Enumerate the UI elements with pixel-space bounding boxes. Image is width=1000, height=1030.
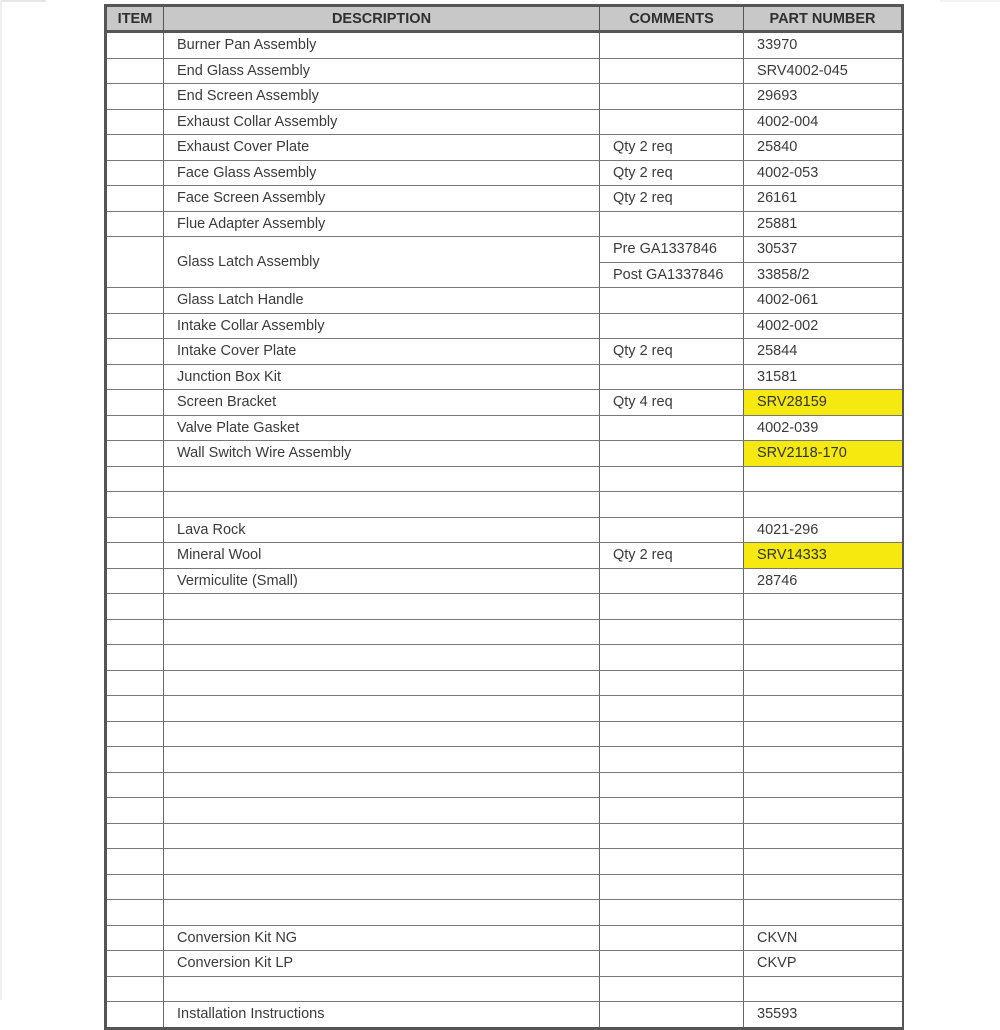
part-number-cell: 4021-296	[744, 517, 903, 543]
parts-table-body	[106, 32, 903, 1029]
comments-cell	[600, 109, 744, 135]
item-cell	[106, 798, 164, 824]
item-cell	[106, 109, 164, 135]
table-row	[106, 721, 903, 747]
table-row	[106, 772, 903, 798]
part-number-cell: 25881	[744, 211, 903, 237]
part-number-cell: 4002-053	[744, 160, 903, 186]
part-number-cell: 25844	[744, 339, 903, 365]
item-cell	[106, 696, 164, 722]
comments-cell: Qty 4 req	[600, 390, 744, 416]
description-cell: Intake Cover Plate	[164, 339, 600, 365]
part-number-cell	[744, 696, 903, 722]
comments-cell	[600, 441, 744, 467]
comments-cell	[600, 58, 744, 84]
item-cell	[106, 466, 164, 492]
item-cell	[106, 364, 164, 390]
description-cell	[164, 874, 600, 900]
comments-cell	[600, 313, 744, 339]
description-cell: Installation Instructions	[164, 1002, 600, 1029]
table-row	[106, 211, 903, 237]
table-row	[106, 849, 903, 875]
description-cell	[164, 670, 600, 696]
table-row	[106, 900, 903, 926]
part-number-cell: 33970	[744, 32, 903, 59]
part-number-cell	[744, 594, 903, 620]
table-row	[106, 492, 903, 518]
comments-cell	[600, 976, 744, 1002]
part-number-cell: 4002-002	[744, 313, 903, 339]
item-cell	[106, 160, 164, 186]
description-cell	[164, 721, 600, 747]
description-cell	[164, 849, 600, 875]
description-cell: Face Screen Assembly	[164, 186, 600, 212]
description-cell	[164, 619, 600, 645]
item-cell	[106, 186, 164, 212]
part-number-cell	[744, 721, 903, 747]
comments-cell	[600, 849, 744, 875]
comments-cell: Qty 2 req	[600, 543, 744, 569]
table-row	[106, 568, 903, 594]
part-number-cell	[744, 823, 903, 849]
item-cell	[106, 874, 164, 900]
page-edge-top	[0, 0, 46, 2]
part-number-cell: 28746	[744, 568, 903, 594]
table-row	[106, 874, 903, 900]
description-cell: Mineral Wool	[164, 543, 600, 569]
description-cell	[164, 594, 600, 620]
description-cell: Vermiculite (Small)	[164, 568, 600, 594]
description-cell	[164, 976, 600, 1002]
comments-cell	[600, 84, 744, 110]
description-cell	[164, 747, 600, 773]
item-cell	[106, 951, 164, 977]
description-cell: End Glass Assembly	[164, 58, 600, 84]
table-row	[106, 976, 903, 1002]
part-number-cell: 29693	[744, 84, 903, 110]
description-cell	[164, 900, 600, 926]
item-cell	[106, 543, 164, 569]
part-number-cell	[744, 466, 903, 492]
table-row	[106, 543, 903, 569]
comments-cell	[600, 466, 744, 492]
comments-cell: Qty 2 req	[600, 339, 744, 365]
part-number-cell: 33858/2	[744, 262, 903, 288]
header-description: DESCRIPTION	[164, 6, 600, 32]
page-edge-left	[0, 0, 2, 1000]
part-number-cell	[744, 798, 903, 824]
comments-cell	[600, 594, 744, 620]
item-cell	[106, 747, 164, 773]
part-number-cell	[744, 670, 903, 696]
comments-cell	[600, 951, 744, 977]
comments-cell: Qty 2 req	[600, 186, 744, 212]
comments-cell	[600, 925, 744, 951]
comments-cell	[600, 288, 744, 314]
part-number-cell-highlighted: SRV28159	[744, 390, 903, 416]
part-number-cell: 30537	[744, 237, 903, 263]
table-row	[106, 415, 903, 441]
table-row	[106, 186, 903, 212]
description-cell	[164, 492, 600, 518]
description-cell	[164, 696, 600, 722]
comments-cell	[600, 1002, 744, 1029]
table-row	[106, 747, 903, 773]
comments-cell	[600, 517, 744, 543]
part-number-cell	[744, 976, 903, 1002]
comments-cell	[600, 211, 744, 237]
comments-cell: Post GA1337846	[600, 262, 744, 288]
table-row	[106, 1002, 903, 1029]
item-cell	[106, 492, 164, 518]
table-row	[106, 823, 903, 849]
comments-cell	[600, 696, 744, 722]
description-cell: End Screen Assembly	[164, 84, 600, 110]
table-row	[106, 517, 903, 543]
comments-cell	[600, 721, 744, 747]
description-cell: Glass Latch Assembly	[164, 237, 600, 288]
table-row	[106, 109, 903, 135]
part-number-cell: 4002-061	[744, 288, 903, 314]
table-row	[106, 364, 903, 390]
part-number-cell: CKVP	[744, 951, 903, 977]
table-row	[106, 84, 903, 110]
part-number-cell	[744, 619, 903, 645]
comments-cell	[600, 619, 744, 645]
part-number-cell	[744, 747, 903, 773]
comments-cell	[600, 645, 744, 671]
table-row	[106, 466, 903, 492]
part-number-cell: 4002-039	[744, 415, 903, 441]
parts-table-header	[106, 6, 903, 32]
comments-cell	[600, 32, 744, 59]
part-number-cell: 31581	[744, 364, 903, 390]
table-row	[106, 313, 903, 339]
header-comments: COMMENTS	[600, 6, 744, 32]
table-row	[106, 160, 903, 186]
table-row	[106, 135, 903, 161]
description-cell: Lava Rock	[164, 517, 600, 543]
description-cell: Flue Adapter Assembly	[164, 211, 600, 237]
item-cell	[106, 517, 164, 543]
item-cell	[106, 925, 164, 951]
table-row	[106, 696, 903, 722]
item-cell	[106, 32, 164, 59]
table-row	[106, 58, 903, 84]
part-number-cell: 26161	[744, 186, 903, 212]
item-cell	[106, 900, 164, 926]
table-row	[106, 594, 903, 620]
part-number-cell	[744, 645, 903, 671]
description-cell: Conversion Kit LP	[164, 951, 600, 977]
part-number-cell	[744, 772, 903, 798]
description-cell: Junction Box Kit	[164, 364, 600, 390]
parts-list-table	[104, 4, 904, 1030]
description-cell: Intake Collar Assembly	[164, 313, 600, 339]
item-cell	[106, 594, 164, 620]
description-cell: Face Glass Assembly	[164, 160, 600, 186]
description-cell: Valve Plate Gasket	[164, 415, 600, 441]
description-cell: Glass Latch Handle	[164, 288, 600, 314]
item-cell	[106, 976, 164, 1002]
description-cell	[164, 466, 600, 492]
table-row	[106, 339, 903, 365]
part-number-cell: 35593	[744, 1002, 903, 1029]
part-number-cell	[744, 874, 903, 900]
comments-cell	[600, 747, 744, 773]
item-cell	[106, 568, 164, 594]
item-cell	[106, 135, 164, 161]
comments-cell	[600, 670, 744, 696]
item-cell	[106, 441, 164, 467]
item-cell	[106, 288, 164, 314]
item-cell	[106, 849, 164, 875]
description-cell: Exhaust Collar Assembly	[164, 109, 600, 135]
description-cell: Conversion Kit NG	[164, 925, 600, 951]
part-number-cell	[744, 492, 903, 518]
item-cell	[106, 390, 164, 416]
comments-cell	[600, 415, 744, 441]
item-cell	[106, 84, 164, 110]
table-row	[106, 645, 903, 671]
comments-cell: Qty 2 req	[600, 160, 744, 186]
table-row	[106, 237, 903, 263]
part-number-cell	[744, 900, 903, 926]
item-cell	[106, 211, 164, 237]
item-cell	[106, 772, 164, 798]
table-row	[106, 925, 903, 951]
item-cell	[106, 721, 164, 747]
table-row	[106, 951, 903, 977]
part-number-cell: 4002-004	[744, 109, 903, 135]
description-cell	[164, 645, 600, 671]
comments-cell	[600, 568, 744, 594]
item-cell	[106, 645, 164, 671]
header-row	[106, 6, 903, 32]
part-number-cell: CKVN	[744, 925, 903, 951]
part-number-cell: 25840	[744, 135, 903, 161]
item-cell	[106, 58, 164, 84]
part-number-cell-highlighted: SRV14333	[744, 543, 903, 569]
comments-cell	[600, 364, 744, 390]
comments-cell	[600, 798, 744, 824]
comments-cell	[600, 492, 744, 518]
table-row	[106, 441, 903, 467]
page-edge-right	[940, 0, 1000, 2]
table-row	[106, 619, 903, 645]
item-cell	[106, 237, 164, 288]
description-cell	[164, 772, 600, 798]
comments-cell	[600, 772, 744, 798]
table-row	[106, 670, 903, 696]
part-number-cell-highlighted: SRV2118-170	[744, 441, 903, 467]
description-cell: Burner Pan Assembly	[164, 32, 600, 59]
comments-cell	[600, 823, 744, 849]
comments-cell	[600, 874, 744, 900]
header-item: ITEM	[106, 6, 164, 32]
description-cell: Wall Switch Wire Assembly	[164, 441, 600, 467]
comments-cell	[600, 900, 744, 926]
item-cell	[106, 670, 164, 696]
table-row	[106, 798, 903, 824]
item-cell	[106, 313, 164, 339]
table-row	[106, 390, 903, 416]
table-row	[106, 32, 903, 59]
item-cell	[106, 619, 164, 645]
item-cell	[106, 1002, 164, 1029]
description-cell: Exhaust Cover Plate	[164, 135, 600, 161]
part-number-cell: SRV4002-045	[744, 58, 903, 84]
description-cell: Screen Bracket	[164, 390, 600, 416]
header-part-number: PART NUMBER	[744, 6, 903, 32]
item-cell	[106, 823, 164, 849]
part-number-cell	[744, 849, 903, 875]
table-row	[106, 288, 903, 314]
description-cell	[164, 823, 600, 849]
item-cell	[106, 415, 164, 441]
comments-cell: Qty 2 req	[600, 135, 744, 161]
description-cell	[164, 798, 600, 824]
comments-cell: Pre GA1337846	[600, 237, 744, 263]
item-cell	[106, 339, 164, 365]
